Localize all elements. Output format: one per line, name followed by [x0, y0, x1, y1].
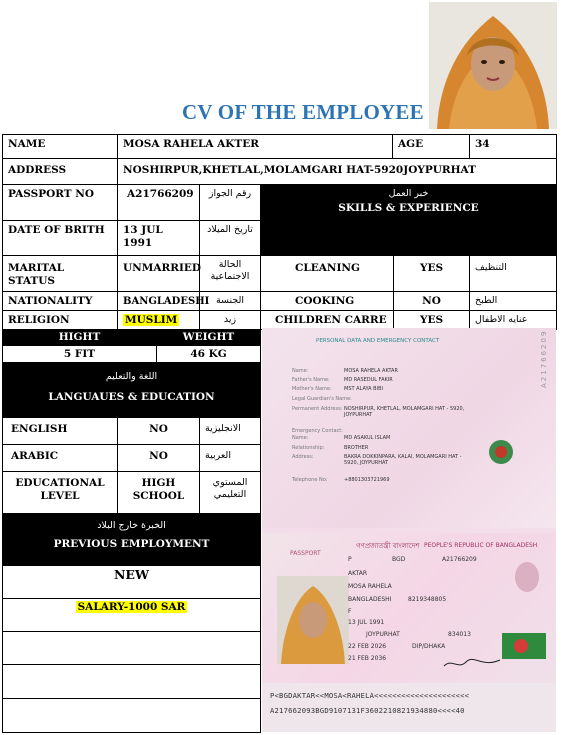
dob-label: DATE OF BRITH [2, 220, 118, 256]
employee-photo [429, 2, 557, 129]
lang-english-label: ENGLISH [2, 417, 118, 445]
dob-value: 13 JUL 1991 [117, 220, 200, 256]
lang-arabic-label: ARABIC [2, 444, 118, 472]
pp-birthplace: JOYPURHAT [366, 631, 400, 638]
skills-header-en: SKILLS & EXPERIENCE [338, 202, 479, 214]
skill-childcare-value: YES [393, 310, 470, 330]
address-value: NOSHIRPUR,KHETLAL,MOLAMGARI HAT-5920JOYPURHAT [117, 158, 557, 185]
pp-prev-no: 834013 [448, 631, 471, 638]
pp-field-label: Telephone No: [292, 477, 328, 483]
employment-header-ar: الخبرة خارج البلاد [97, 520, 166, 531]
pp-field-value: MST ALAYA BIBI [344, 386, 383, 392]
pp-field-label: Name: [292, 368, 309, 374]
weight-label: WEIGHT [156, 329, 261, 346]
passport-label-ar: رقم الجواز [199, 184, 261, 221]
height-value: 5 FIT [2, 345, 157, 363]
pp-personal-no: 8219348805 [408, 596, 447, 603]
pp-given: MOSA RAHELA [348, 583, 392, 590]
passport-photo [277, 576, 352, 664]
lang-english-value: NO [117, 417, 200, 445]
mrz-line-1: P<BGDAKTAR<<MOSA<RAHELA<<<<<<<<<<<<<<<<<<<<< [270, 691, 470, 700]
pp-sex: F [348, 608, 352, 615]
skills-header-ar: خبر العمل [388, 188, 429, 199]
dob-label-ar: تاريخ الميلاد [199, 220, 261, 256]
education-label: EDUCATIONAL LEVEL [2, 471, 118, 514]
passport-value: A21766209 [117, 184, 200, 221]
religion-cell [117, 310, 200, 330]
skill-cooking-label: COOKING [260, 291, 394, 311]
nationality-label-ar: الجنسة [199, 291, 261, 311]
contact-header: PERSONAL DATA AND EMERGENCY CONTACT [316, 338, 440, 344]
pp-field-label: Address: [292, 454, 314, 460]
nationality-label: NATIONALITY [2, 291, 118, 311]
page-title: CV OF THE EMPLOYEE [182, 100, 424, 124]
name-value: MOSA RAHELA AKTER [117, 134, 393, 159]
skill-cleaning-label: CLEANING [260, 255, 394, 292]
name-label: NAME [2, 134, 118, 159]
pp-code: BGD [392, 556, 406, 563]
pp-nationality: BANGLADESHI [348, 596, 392, 603]
pp-field-value: BROTHER [344, 445, 369, 451]
lang-arabic-ar: العربية [199, 444, 261, 472]
nationality-value: BANGLADESHI [117, 291, 200, 311]
pp-field-label: Mother's Name: [292, 386, 332, 392]
salary-value: SALARY-1000 SAR [77, 601, 186, 613]
religion-label-ar: زيد [199, 310, 261, 330]
skill-cleaning-value: YES [393, 255, 470, 292]
skills-header-band [260, 220, 557, 256]
pp-field-label: Name: [292, 435, 309, 441]
pp-dob: 13 JUL 1991 [348, 619, 385, 626]
age-label: AGE [392, 134, 470, 159]
mrz-line-2: A217662093BGD9107131F3602210821934880<<<<40 [270, 706, 465, 715]
bio-header-en: PEOPLE'S REPUBLIC OF BANGLADESH [424, 542, 538, 549]
skill-cleaning-ar: التنظيف [469, 255, 557, 292]
pp-field-value: MD ASAKUL ISLAM [344, 435, 391, 441]
pp-field-value: MD RASEDUL FAKIR [344, 377, 393, 383]
pp-type: P [348, 556, 352, 563]
emblem-icon [487, 438, 515, 466]
employment-status: NEW [2, 565, 261, 599]
pp-issue: 22 FEB 2026 [348, 643, 387, 650]
salary-cell [2, 598, 261, 632]
employment-header [2, 513, 261, 566]
weight-value: 46 KG [156, 345, 261, 363]
lang-english-ar: الانجليزية [199, 417, 261, 445]
passport-scan [262, 328, 556, 732]
pp-surname: AKTAR [348, 570, 368, 577]
skill-childcare-ar: عنايه الاطفال [469, 310, 557, 330]
skill-cooking-value: NO [393, 291, 470, 311]
pp-field-label: Father's Name: [292, 377, 330, 383]
bd-flag-icon [502, 633, 546, 659]
pp-field-value: BAKRA DOKKINPARA, KALAI, MOLAMGARI HAT - 5920, JOYPURHAT [344, 454, 462, 466]
employment-header-en: PREVIOUS EMPLOYMENT [53, 538, 210, 550]
education-ar: المستوي التعليمي [199, 471, 261, 514]
languages-header-ar: اللغة والتعليم [105, 371, 158, 382]
bio-header-bn: গণপ্রজাতন্ত্রী বাংলাদেশ [356, 542, 420, 550]
pp-number: A21766209 [442, 556, 477, 563]
pp-emergency-label: Emergency Contact: [292, 428, 343, 434]
signature-icon [442, 656, 502, 670]
pp-field-value: MOSA RAHELA AKTAR [344, 368, 398, 374]
skill-childcare-label: CHILDREN CARRE [260, 310, 394, 330]
empty-row [2, 698, 261, 733]
pp-field-label: Legal Guardian's Name: [292, 396, 352, 402]
pp-field-label: Relationship: [292, 445, 325, 451]
height-label: HIGHT [2, 329, 157, 346]
empty-row [2, 631, 261, 665]
empty-row [2, 664, 261, 699]
religion-label: RELIGION [2, 310, 118, 330]
marital-label: MARITAL STATUS [2, 255, 118, 292]
pp-field-value: NOSHIRPUR, KHETLAL, MOLAMGARI HAT - 5920, JOYPURHAT [344, 406, 465, 418]
languages-header [2, 362, 261, 418]
skill-cooking-ar: الطبخ [469, 291, 557, 311]
passport-label: PASSPORT NO [2, 184, 118, 221]
pp-field-label: Permanent Address: [292, 406, 343, 412]
address-label: ADDRESS [2, 158, 118, 185]
languages-header-en: LANGUAUES & EDUCATION [48, 391, 215, 403]
marital-value: UNMARRIED [117, 255, 200, 292]
pp-field-value: +8801303721969 [344, 477, 390, 483]
age-value: 34 [469, 134, 557, 159]
marital-label-ar: الحالة الاجتماعية [199, 255, 261, 292]
passport-word: PASSPORT [290, 550, 321, 557]
religion-value: MUSLIM [125, 314, 178, 326]
lang-arabic-value: NO [117, 444, 200, 472]
side-number: A21766209 [540, 329, 548, 388]
pp-expiry: 21 FEB 2036 [348, 655, 387, 662]
education-value: HIGH SCHOOL [117, 471, 200, 514]
pp-authority: DIP/DHAKA [412, 643, 446, 650]
skills-header [260, 184, 557, 221]
ghost-photo-icon [510, 560, 544, 594]
